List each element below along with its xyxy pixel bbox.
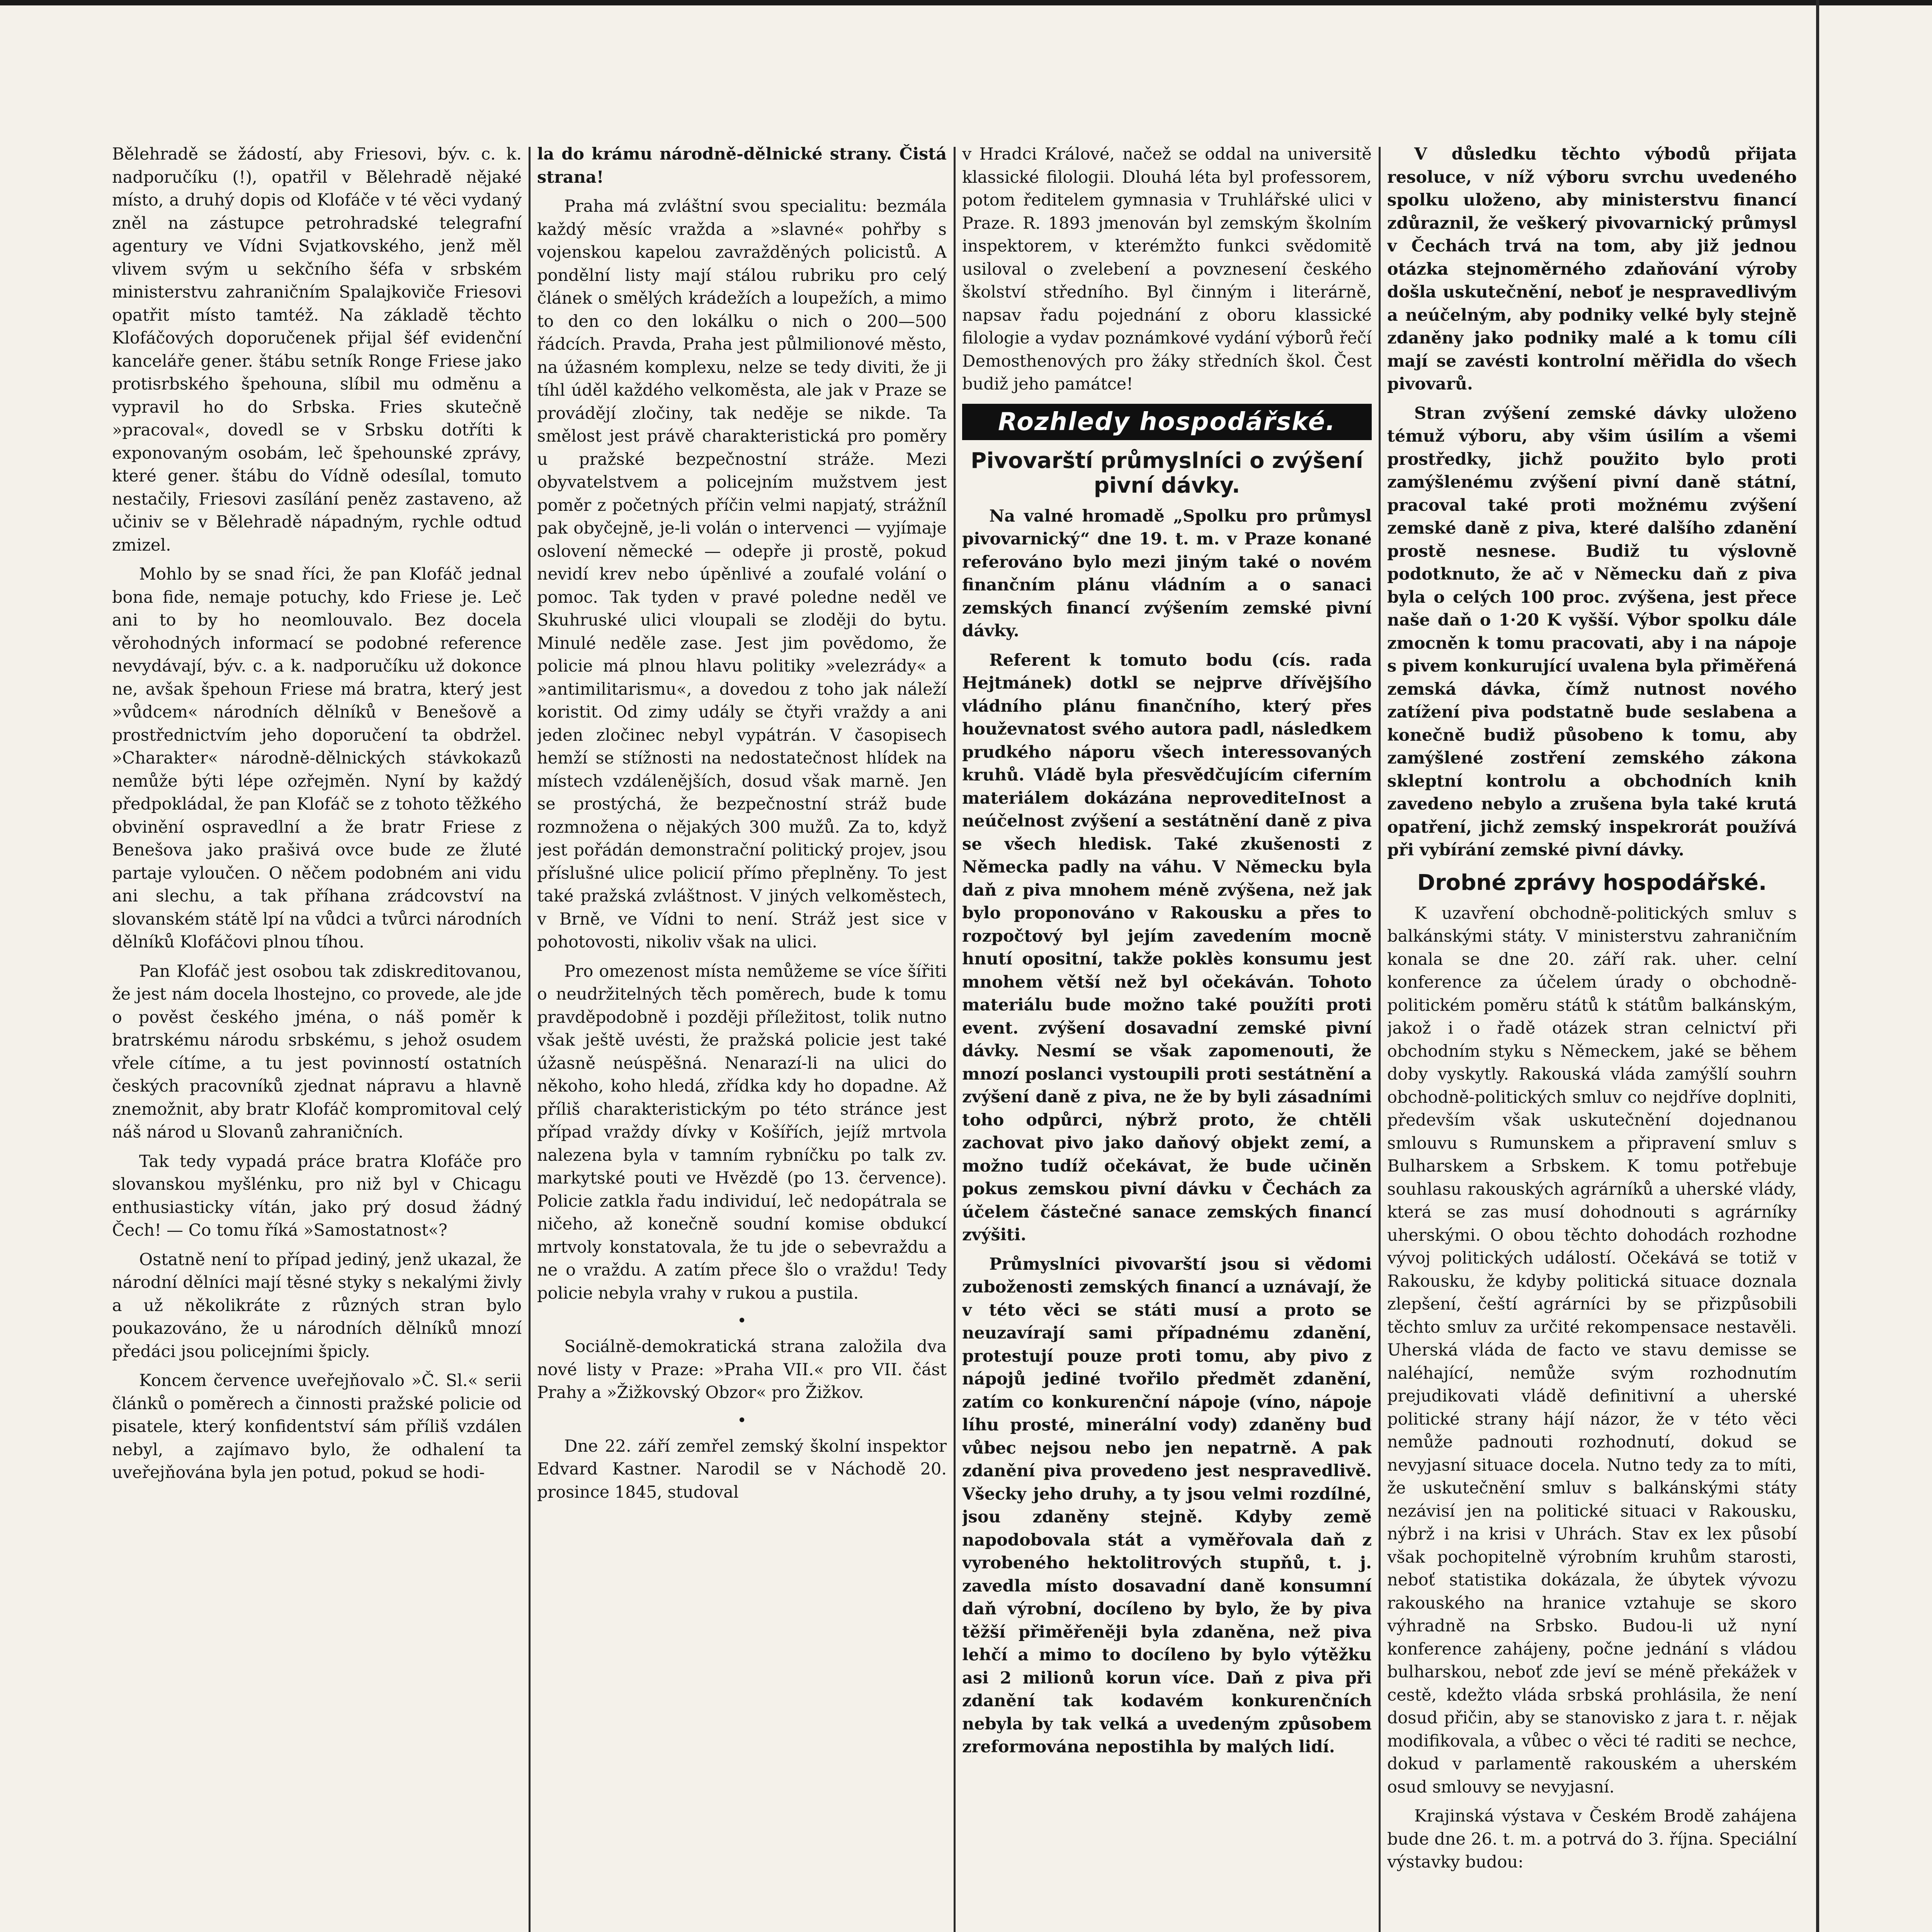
column-2 — [537, 143, 947, 1932]
article-title: Pivovarští průmyslníci o zvýšení pivní dávky. — [971, 448, 1363, 498]
column-3 — [962, 143, 1372, 1932]
col1-paragraph: Ostatně není to případ jediný, jenž ukazal, že národní dělníci mají těsné styky s nekalými živly a už několikráte z různých stran bylo poukazováno, že u národních dělníků mnozí předáci jsou policejními špicly. — [112, 1250, 522, 1361]
col1-paragraph: Bělehradě se žádostí, aby Friesovi, býv. c. k. nadporučíku (!), opatřil v Bělehradě nějaké místo, a druhý dopis od Klofáče v té věci vydaný zněl na zástupce petrohradské telegrafní agentury ve Vídni Svjatkovského, jenž měl vlivem svým u sekčního šéfa v srbském ministerstvu zahraničním Spalajkoviče Friesovi opatřit místo tamtéž. Na základě těchto Klofáčových doporučenek přijal šéf evidenční kanceláře gener. štábu setník Ronge Friese jako protisrbského špehouna, slíbil mu odměnu a vypravil ho do Srbska. Fries skutečně »pracoval«, dovedl se v Srbsku dotříti k exponovaným osobám, leč špehounské zprávy, které gener. štábu do Vídně odesílal, tomuto nestačily, Friesovi zasílání peněz zastaveno, až učiniv se v Bělehradě nápadným, rychle odtud zmizel. — [112, 145, 522, 555]
column-rule — [529, 147, 531, 1932]
col2-paragraph: Pro omezenost místa nemůžeme se více šířiti o neudržitelných těch poměrech, bude k tomu pravděpodobně i později příležitost, tolik nutno však ještě uvésti, že pražská policie jest také úžasně neúspěšná. Nenarazí-li na ulici do někoho, koho hledá, zřídka kdy ho dopadne. Až příliš charakteristickým po této stránce jest případ vraždy dívky v Košířích, jejíž mrtvola nalezena byla v tamním rybníčku po talk zv. markytské pouti ve Hvězdě (po 13. července). Policie zatkla řadu individuí, leč nedopátrala se ničeho, až konečně soudní komise obdukcí mrtvoly konstatovala, že tu jde o sebevraždu a ne o vraždu. A zatím přece šlo o vraždu! Tedy policie nebyla vrahy v rukou a pustila. — [537, 961, 947, 1303]
col2-paragraph: Sociálně-demokratická strana založila dva nové listy v Praze: »Praha VII.« pro VII. část Prahy a »Žižkovský Obzor« pro Žižkov. — [537, 1337, 947, 1402]
column-rule — [1379, 147, 1381, 1932]
top-rule — [0, 0, 1932, 5]
col4-paragraph: Stran zvýšení zemské dávky uloženo témuž výboru, aby všim úsilím a všemi prostředky, jichž použito bylo proti zamýšlenému zvýšení pivní daně státní, pracoval také proti možnému zvýšení zemské daně z piva, které dalšího zdanění prostě nesnese. Budiž tu výslovně podotknuto, že ač v Německu daň z piva byla o celých 100 proc. zvýšena, jest přece naše daň o 1·20 K vyšší. Výbor spolku dále zmocněn k tomu pracovati, aby i na nápoje s pivem konkurující uvalena byla přiměřená zemská dávka, čímž nutnost nového zatížení piva podstatně bude seslabena a konečně budiž působeno k tomu, aby zamýšlené zostření zemského zákona skleptní kontrolu a obchodních knih zavedeno nebylo a zrušena byla také krutá opatření, jichž zemský inspekrorát používá při vybírání zemské pivní dávky. — [1387, 403, 1797, 860]
article-paragraph: Referent k tomuto bodu (cís. rada Hejtmánek) dotkl se nejprve dřívějšího vládního plánu finančního, který přes houževnatost svého autora padl, následkem prudkého náporu všech interessovaných kruhů. Vládě byla přesvědčujícím ciferním materiálem dokázána neprovediteInost a neúčelnost zvýšení a sestátnění daně z piva se všech hledisk. Také zkušenosti z Německa padly na váhu. V Německu byla daň z piva mnohem méně zvýšena, než jak bylo proponováno v Rakousku a přes to rozpočtový byl jejím zavedením mocně hnutí opositní, takže poklès konsumu jest mnohem větší než byl očekáván. Tohoto materiálu bude možno také použíti proti event. zvýšení dosavadní zemské pivní dávky. Nesmí se však zapomenouti, že mnozí poslanci vystoupili proti sestátnění a zvýšení daně z piva, ne že by byli zásadními toho odpůrci, nýbrž proto, že chtěli zachovat pivo jako daňový objekt zemí, a možno tudíž očekávat, že bude učiněn pokus zemskou pivní dávku v Čechách za účelem částečné sanace zemských financí zvýšiti. — [962, 650, 1372, 1245]
col4-paragraph: V důsledku těchto výbodů přijata resoluce, v níž výboru svrchu uvedeného spolku uloženo, aby ministerstvu financí zdůraznil, že veškerý pivovarnický průmysl v Čechách trvá na tom, aby již jednou otázka stejnoměrného zdaňování výroby došla uskutečnění, neboť je nespravedlivým a neúčelným, aby podniky velké byly stejně zdaněny jako podniky malé a k tomu cíli mají se zavésti kontrolní měřidla do všech pivovarů. — [1387, 145, 1797, 394]
separator-dot: • — [737, 1311, 747, 1330]
col4-paragraph: Krajinská výstava v Českém Brodě zahájena bude dne 26. t. m. a potrvá do 3. října. Speciální výstavky budou: — [1387, 1806, 1797, 1872]
section-banner: Rozhledy hospodářské. — [962, 404, 1372, 440]
separator-dot: • — [737, 1410, 747, 1430]
col1-paragraph: Pan Klofáč jest osobou tak zdiskreditovanou, že jest nám docela lhostejno, co provede, ale jde o pověst českého jména, o náš poměr k bratrskému národu srbskému, s jehož osudem vřele cítíme, a tu jest povinností ostatních českých pracovníků zjednat nápravu a hlavně znemožnit, aby bratr Klofáč kompromitoval celý náš národ u Slovanů zahraničních. — [112, 961, 522, 1142]
col2-paragraph: Praha má zvláštní svou specialitu: bezmála každý měsíc vražda a »slavné« pohřby s vojenskou kapelou zavražděných policistů. A pondělní listy mají stálou rubriku pro celý článek o smělých krádežích a loupežích, a mimo to den co den lokálku o nich o 200—500 řádcích. Pravda, Praha jest půlmilionové město, na úžasném komplexu, nelze se tedy diviti, že ji tíhl úděl každého velkoměsta, ale jak v Praze se provádějí zločiny, tak neděje se nikde. Ta smělost jest právě charakteristická pro poměry u pražské bezpečnostní stráže. Mezi obyvatelstvem a policejním mužstvem jest poměr z početných příčin velmi napjatý, strážníl pak obyčejně, je-li volán o intervenci — vyjímaje oslovení německé — odepře ji prostě, pokud nevidí krev nebo úpěnlivé a zoufalé volání o pomoc. Tak tyden v pravé poledne neděl ve Skuhruské ulici vloupali se zloději do bytu. Minulé neděle zase. Jest jim povědomo, že policie má plnou hlavu politiky »velezrády« a »antimilitarismu«, a dovedou z toho jak náleží koristit. Od zimy udály se čtyři vraždy a ani jeden zločinec nebyl vypátrán. V časopisech hemží se stížnosti na nedostatečnost hlídek na místech vzdálenějších, dosud však marně. Jen se prostýchá, že bezpečnostní stráž bude rozmnožena o nějakých 300 mužů. Za to, když jest pořádán demonstrační politický projev, jsou příslušné ulice policií přímo přeplněny. To jest také pražská zvláštnost. V jiných velkoměstech, v Brně, ve Vídni to není. Stráž jest sice v pohotovosti, nikoliv však na ulici. — [537, 197, 947, 952]
column-rule — [954, 147, 956, 1932]
col1-paragraph: Mohlo by se snad říci, že pan Klofáč jednal bona fide, nemaje potuchy, kdo Friese je. Leč ani to by ho neomlouvalo. Bez docela věrohodných informací se podobné reference nevydávají, býv. c. a k. nadporučíku už dokonce ne, avšak špehoun Friese má bratra, který jest »vůdcem« národních dělníků v Benešově a prostřednictvím jeho doporučení ta obdržel. »Charakter« národně-dělnických stávkokazů nemůže býti lépe ozřejměn. Nyní by každý předpokládal, že pan Klofáč se z tohoto těžkého obvinění ospravedlní a že bratr Friese z Benešova jako prašivá ovce bude ze žluté partaje vyloučen. O něčem podobném ani vidu ani slechu, a tak příhana zrádcovství na slovanském státě lpí na vůdci a tvůrci národních dělníků Klofáčovi plnou tíhou. — [112, 565, 522, 952]
article-paragraph: Na valné hromadě „Spolku pro průmysl pivovarnický“ dne 19. t. m. v Praze konané referováno bylo mezi jiným také o novém finančním plánu vládním a o sanaci zemských financí zvýšením zemské pivní dávky. — [962, 506, 1372, 641]
col1-paragraph: Koncem července uveřejňovalo »Č. Sl.« serii článků o poměrech a činnosti pražské policie od pisatele, který konfidentství sám příliš vzdálen nebyl, a zajímavo bylo, že odhalení ta uveřejňována byla jen potud, pokud se hodi- — [112, 1371, 522, 1482]
col1-paragraph: Tak tedy vypadá práce bratra Klofáče pro slovanskou myšlénku, pro niž byl v Chicagu enthusiasticky vítán, jako prý dosud žádný Čech! — Co tomu říká »Samostatnost«? — [112, 1151, 522, 1240]
article-paragraph: Průmyslníci pivovarští jsou si vědomi zuboženosti zemských financí a uznávají, že v této věci se státi musí a proto se neuzavírají sami případnému zdanění, protestují pouze proti tomu, aby pivo z nápojů jediné tvořilo předmět zdanění, zatím co konkurenční nápoje (víno, nápoje líhu prosté, minerální vody) zdaněny buď vůbec nejsou nebo jen nepatrně. A pak zdanění piva provedeno jest nespravedlivě. Všecky jeho druhy, a ty jsou velmi rozdílné, jsou zdaněny stejně. Kdyby země napodobovala stát a vyměřovala daň z vyrobeného hektolitrových stupňů, t. j. zavedla místo dosavadní daně konsumní daň výrobní, docíleno by bylo, že by piva těžší přiměřeněji byla zdaněna, než piva lehčí a mimo to docíleno by bylo výtěžku asi 2 milionů korun více. Daň z piva při zdanění tak kodavém konkurenčních nebyla by tak velká a uvedeným způsobem zreformována nepostihla by malých lidí. — [962, 1254, 1372, 1757]
column-4 — [1387, 143, 1797, 1932]
col3-paragraph: v Hradci Králové, načež se oddal na universitě klassické filologii. Dlouhá léta byl professorem, potom ředitelem gymnasia v Truhlářské ulici v Praze. R. 1893 jmenován byl zemským školním inspektorem, v kterémžto funkci svědomitě usiloval o zvelebení a povznesení českého školství středního. Byl činným i literárně, napsav řadu pojednání z oboru klassické filologie a vydav poznámkové vydání výborů řečí Demosthenových pro žáky středních škol. Čest budiž jeho památce! — [962, 145, 1372, 394]
section-title: Drobné zprávy hospodářské. — [1417, 870, 1767, 895]
col4-paragraph: K uzavření obchodně-politických smluv s balkánskými státy. V ministerstvu zahraničním konala se dne 20. září rak. uher. celní konference za účelem úrady o obchodně-politickém poměru států k státům balkánským, jakož i o řadě otázek stran celnictví při obchodním styku s Německem, jaké se během doby vyskytly. Rakouská vláda zamýšlí souhrn obchodně-politických smluv co nejdříve doplniti, především však uskutečnění dojednanou smlouvu s Rumunskem a připravení smluv s Bulharskem a Srbskem. K tomu potřebuje souhlasu rakouských agrárníků a uherské vlády, která se zas musí dohodnouti s agrárníky uherskými. O obou těchto dohodách rozhodne vývoj politických událostí. Očekává se totiž v Rakousku, že kdyby politická situace doznala zlepšení, čeští agrárníci by se přizpůsobili těchto smluv za určité rekompensace nestavěli. Uherská vláda de facto ve stavu demisse se naléhající, nemůže svým rozhodnutím prejudikovati vládě definitivní a uherské politické strany hájí názor, že v této věci nemůže padnouti rozhodnutí, dokud se nevyjasní situace docela. Nutno tedy za to míti, že uskutečnění smluv s balkánskými státy nezávisí jen na politické situaci v Rakousku, nýbrž i na krisi v Uhrách. Stav ex lex působí však pochopitelně výrobním kruhům starosti, neboť statistika dokázala, že úbytek vývozu rakouského na hranice vztahuje se skoro výhradně na Srbsko. Budou-li už nyní konference zahájeny, počne jednání s vládou bulharskou, neboť zde jeví se méně překážek v cestě, kdežto vláda srbská prohlásila, že není dosud přičin, aby se stanovisko z jara t. r. nějak modifikovala, a vůbec o věci té raditi se nechce, dokud v parlamentě rakouském a uherském osud smlouvy se nevyjasní. — [1387, 903, 1797, 1797]
page-gutter-rule — [1816, 0, 1819, 1932]
column-1 — [112, 143, 522, 1932]
col2-paragraph: Dne 22. září zemřel zemský školní inspektor Edvard Kastner. Narodil se v Náchodě 20. prosince 1845, studoval — [537, 1436, 947, 1502]
col2-paragraph: la do krámu národně-dělnické strany. Čistá strana! — [537, 145, 947, 187]
